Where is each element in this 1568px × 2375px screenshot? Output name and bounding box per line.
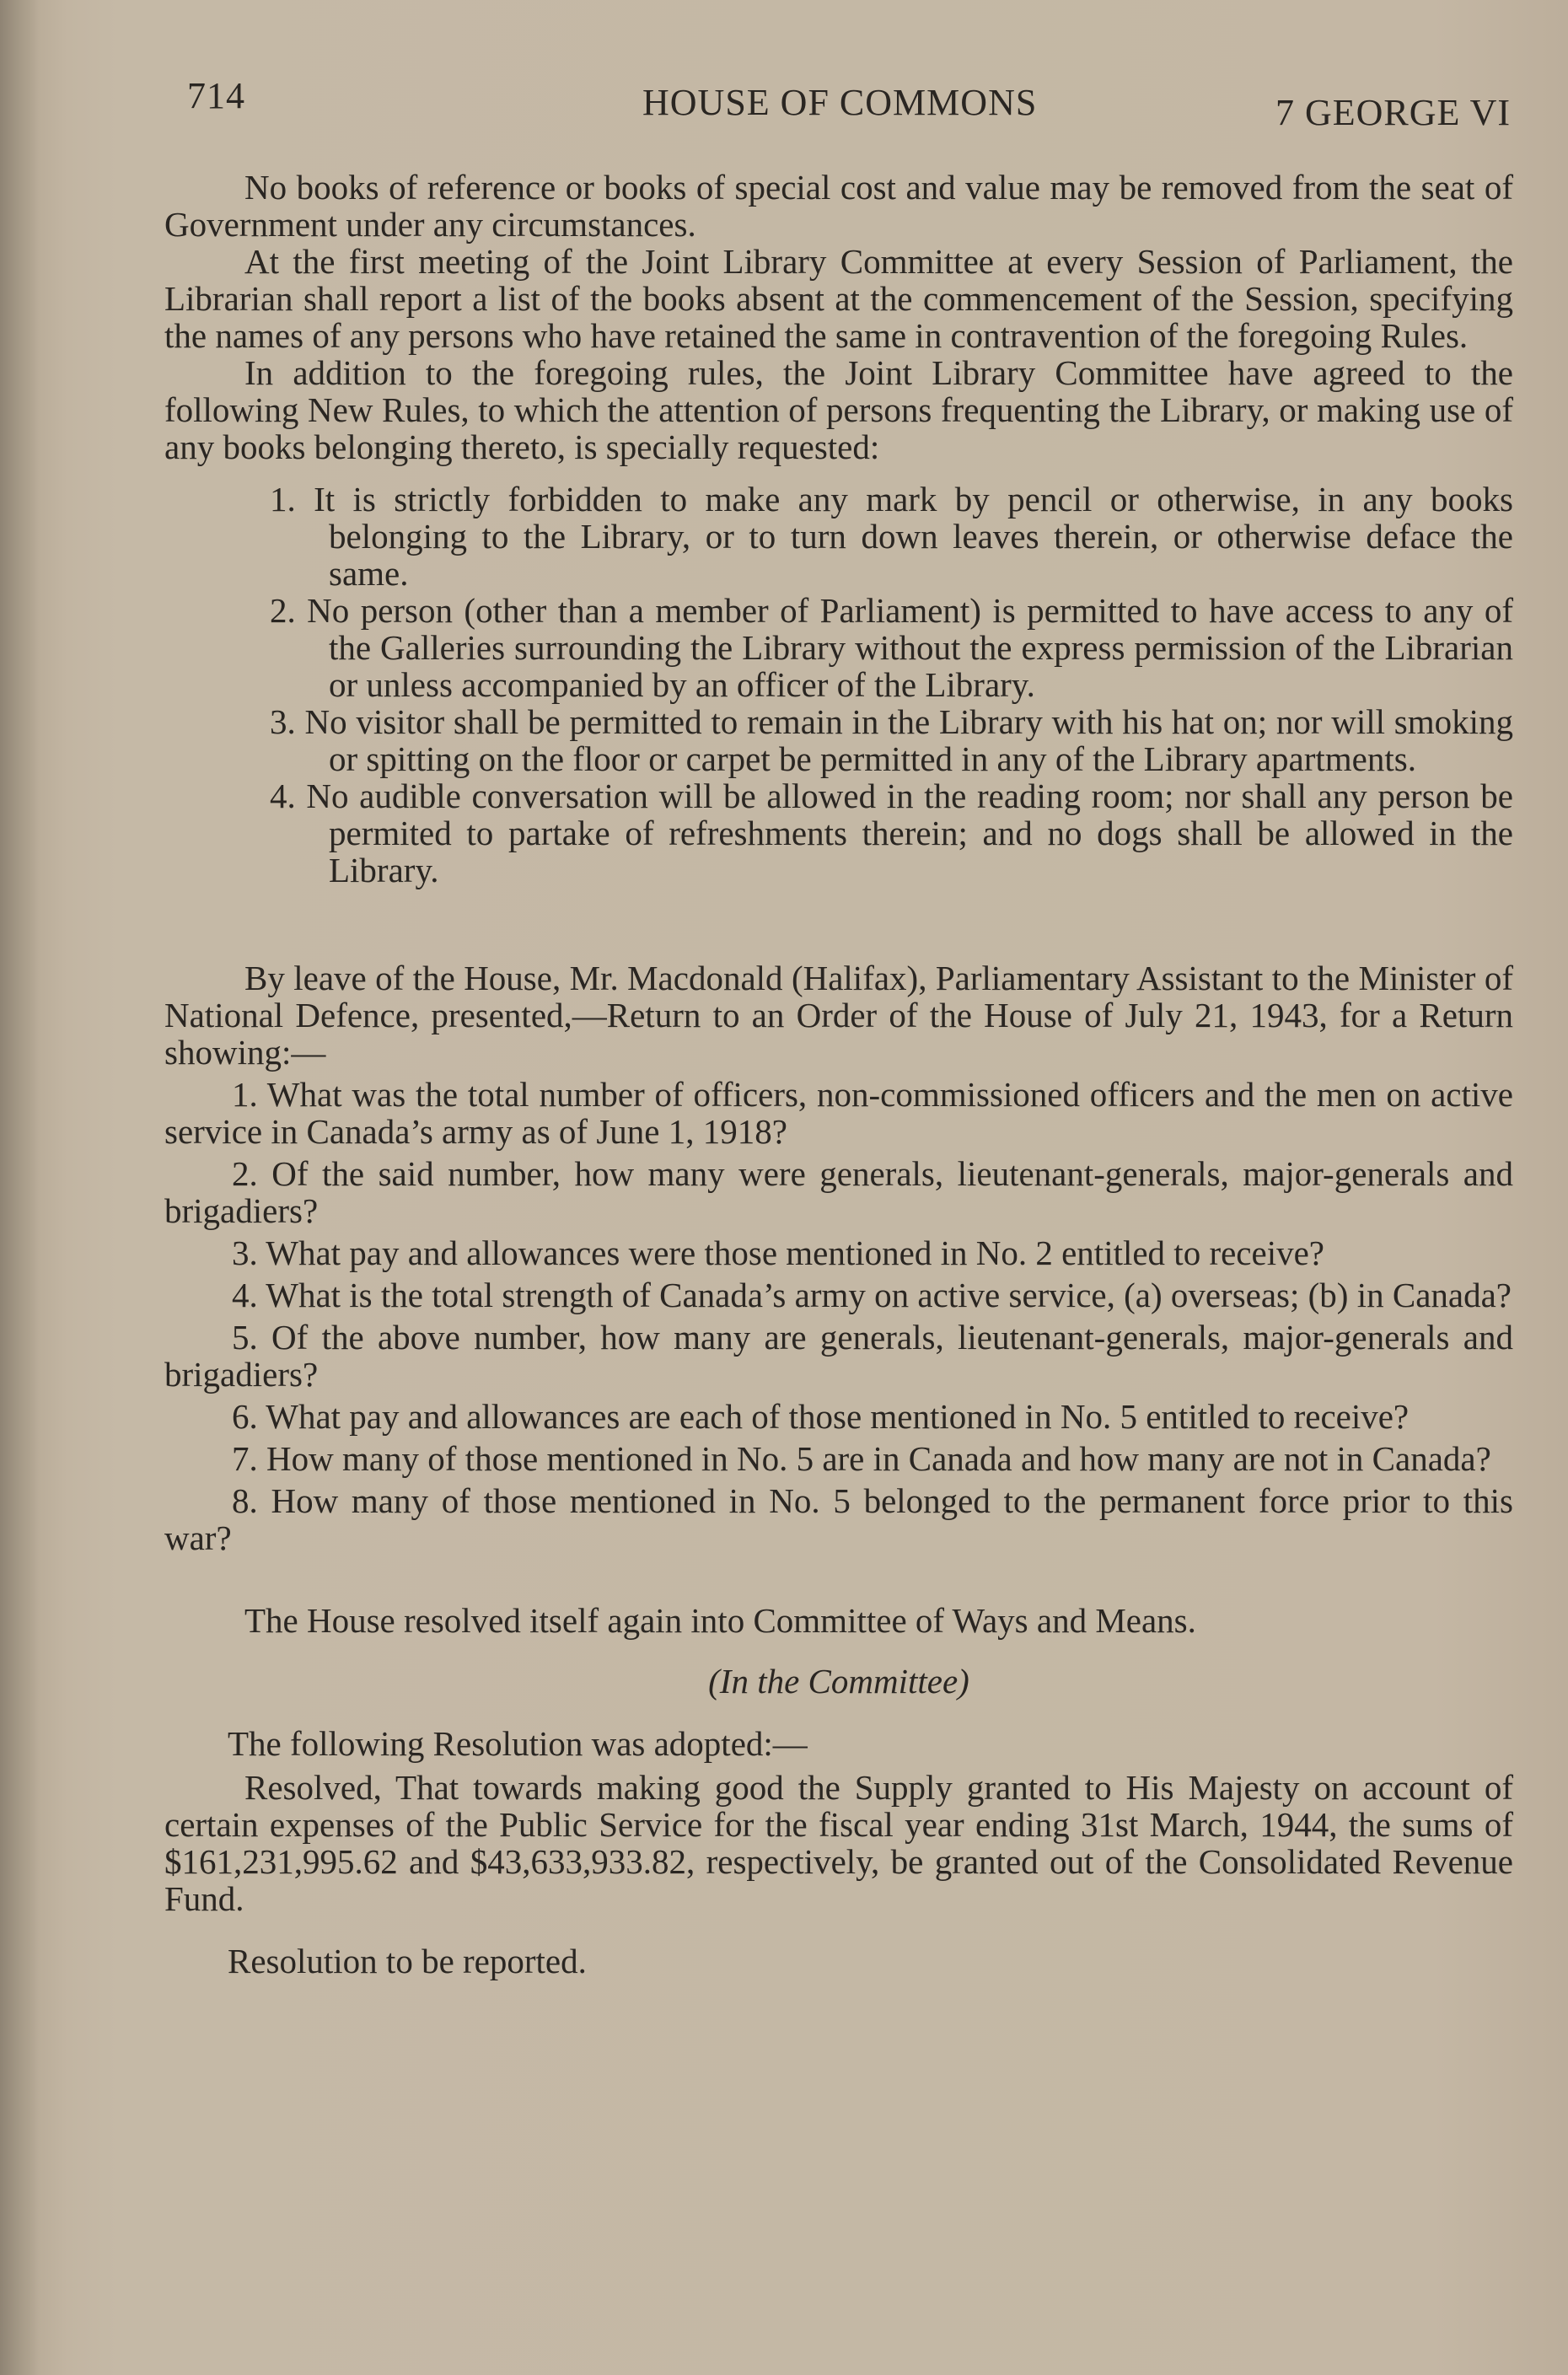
resolution-reported-line: Resolution to be reported. (228, 1942, 587, 1980)
return-question: 8. How many of those mentioned in No. 5 belonged to the permanent force prior to this war? (164, 1481, 1513, 1557)
paragraph-removal-rule: No books of reference or books of special cost and value may be removed from the seat of Government under any circumstances. (164, 168, 1513, 244)
binding-shadow (0, 0, 39, 2375)
library-rule: 3. No visitor shall be permitted to remain in the Library with his hat on; nor will smoking or spitting on the floor or carpet be permitted in any of the Library apartments. (270, 702, 1513, 778)
body-text (164, 169, 1513, 1980)
return-question: 5. Of the above number, how many are generals, lieutenant-generals, major-generals and brigadiers? (164, 1318, 1513, 1394)
paragraph-librarian-report: At the first meeting of the Joint Library Committee at every Session of Parliament, the Librarian shall report a list of the books absent at the commencement of the Session, specifying the names of any persons who have retained the same in contravention of the foregoing Rules. (164, 242, 1513, 355)
library-rule: 1. It is strictly forbidden to make any mark by pencil or otherwise, in any books belonging to the Library, or to turn down leaves therein, or otherwise deface the same. (270, 480, 1513, 593)
return-question: 2. Of the said number, how many were generals, lieutenant-generals, major-generals and brigadiers? (164, 1154, 1513, 1230)
return-question: 7. How many of those mentioned in No. 5 are in Canada and how many are not in Canada? (232, 1439, 1491, 1478)
return-question: 1. What was the total number of officers, non-commissioned officers and the men on active service in Canada’s army as of June 1, 1918? (164, 1075, 1513, 1151)
library-rules-list (164, 481, 1513, 889)
header-regnal-year: 7 GEORGE VI (1275, 92, 1511, 133)
in-committee-heading: (In the Committee) (708, 1662, 969, 1701)
library-rule: 4. No audible conversation will be allowed in the reading room; nor shall any person be permited to partake of refreshments therein; and no dogs shall be allowed in the Library. (270, 776, 1513, 889)
return-question: 4. What is the total strength of Canada’s army on active service, (a) overseas; (b) in Canada? (232, 1276, 1512, 1314)
paragraph-new-rules-intro: In addition to the foregoing rules, the Joint Library Committee have agreed to the following New Rules, to which the attention of persons frequenting the Library, or making use of any books belonging thereto, is specially requested: (164, 353, 1513, 466)
return-question: 6. What pay and allowances are each of those mentioned in No. 5 entitled to receive? (232, 1397, 1410, 1436)
committee-resolved-line: The House resolved itself again into Committee of Ways and Means. (244, 1601, 1196, 1640)
paragraph-return-presented: By leave of the House, Mr. Macdonald (Halifax), Parliamentary Assistant to the Minister of National Defence, presented,—Return to an Order of the House of July 21, 1943, for a Return showing:— (164, 959, 1513, 1072)
resolution-text: Resolved, That towards making good the Supply granted to His Majesty on account of certain expenses of the Public Service for the fiscal year ending 31st March, 1944, the sums of $161,231,995.62 and $43,633,933.82, respectively, be granted out of the Consolidated Revenue Fund. (164, 1768, 1513, 1918)
page-number: 714 (187, 75, 245, 116)
library-rule: 2. No person (other than a member of Parliament) is permitted to have access to any of the Galleries surrounding the Library without the express permission of the Librarian or unless accompanied by an officer of the Library. (270, 591, 1513, 704)
running-header (187, 74, 1511, 133)
resolution-adopted-line: The following Resolution was adopted:— (228, 1724, 808, 1763)
header-title: HOUSE OF COMMONS (642, 82, 1038, 123)
return-questions-list (164, 1076, 1513, 1556)
return-question: 3. What pay and allowances were those mentioned in No. 2 entitled to receive? (232, 1233, 1324, 1272)
